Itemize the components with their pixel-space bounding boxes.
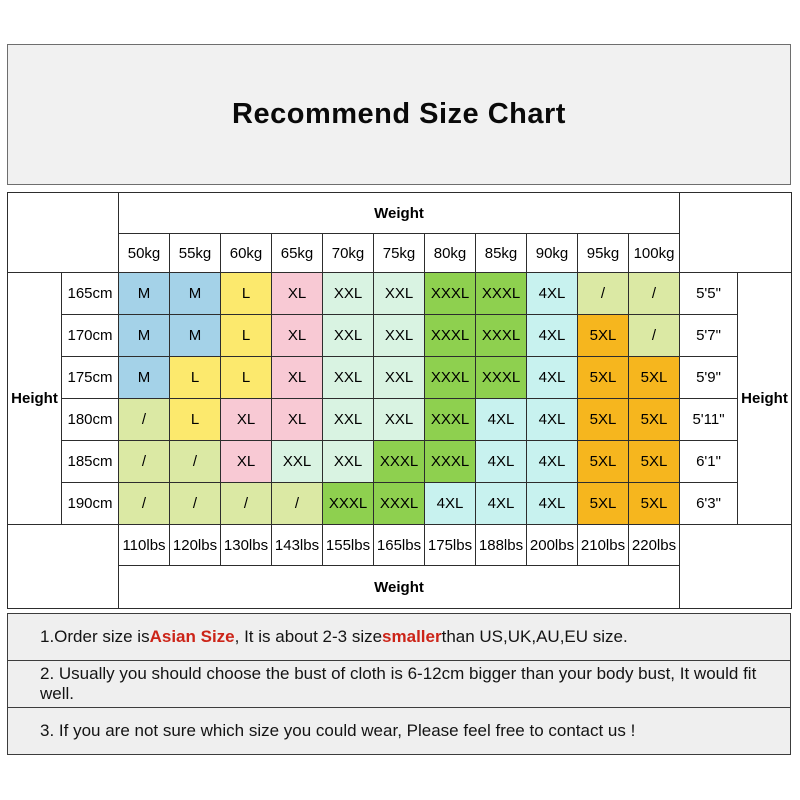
size-cell: XL <box>272 399 323 441</box>
size-cell: XXL <box>374 399 425 441</box>
size-cell: XXL <box>374 357 425 399</box>
size-cell: 4XL <box>527 273 578 315</box>
weight-lbs-header: 155lbs <box>323 525 374 566</box>
size-cell: XXXL <box>476 273 527 315</box>
size-cell: 5XL <box>629 399 680 441</box>
size-cell: / <box>578 273 629 315</box>
height-axis-left-label: Height <box>8 273 62 525</box>
weight-lbs-header: 210lbs <box>578 525 629 566</box>
size-row <box>8 315 792 357</box>
weight-lbs-header: 165lbs <box>374 525 425 566</box>
size-cell: / <box>221 483 272 525</box>
size-cell: XXL <box>323 399 374 441</box>
size-row <box>8 273 792 315</box>
weight-axis-bottom-label: Weight <box>119 566 680 609</box>
height-ft-header: 6'3" <box>680 483 738 525</box>
height-ft-header: 5'7" <box>680 315 738 357</box>
weight-lbs-header: 175lbs <box>425 525 476 566</box>
size-cell: 4XL <box>476 483 527 525</box>
size-cell: XL <box>221 399 272 441</box>
size-cell: / <box>119 441 170 483</box>
size-cell: XXL <box>323 315 374 357</box>
title-box <box>7 44 791 185</box>
size-cell: M <box>170 273 221 315</box>
size-cell: L <box>221 273 272 315</box>
size-cell: / <box>629 315 680 357</box>
size-cell: 4XL <box>527 399 578 441</box>
weight-lbs-header: 220lbs <box>629 525 680 566</box>
height-cm-header: 175cm <box>62 357 119 399</box>
height-ft-header: 5'9" <box>680 357 738 399</box>
size-cell: XXXL <box>476 315 527 357</box>
weight-kg-header: 55kg <box>170 234 221 273</box>
note-text: 3. If you are not sure which size you could wear, Please feel free to contact us ! <box>40 721 636 740</box>
weight-lbs-row <box>8 525 792 566</box>
size-cell: M <box>119 357 170 399</box>
corner-top-left <box>8 193 119 273</box>
note-2 <box>7 660 791 708</box>
corner-bottom-left <box>8 525 119 609</box>
size-row <box>8 483 792 525</box>
weight-kg-header: 95kg <box>578 234 629 273</box>
size-cell: M <box>119 273 170 315</box>
height-ft-header: 6'1" <box>680 441 738 483</box>
weight-kg-header: 85kg <box>476 234 527 273</box>
size-cell: XL <box>272 315 323 357</box>
size-cell: M <box>170 315 221 357</box>
size-cell: XXL <box>323 441 374 483</box>
size-row <box>8 357 792 399</box>
size-cell: XXL <box>323 357 374 399</box>
weight-axis-top-label: Weight <box>119 193 680 234</box>
size-cell: / <box>170 441 221 483</box>
size-cell: XL <box>272 357 323 399</box>
size-cell: XXXL <box>323 483 374 525</box>
weight-axis-top-row <box>8 193 792 234</box>
weight-lbs-header: 110lbs <box>119 525 170 566</box>
size-cell: XXXL <box>425 399 476 441</box>
size-cell: XXL <box>374 315 425 357</box>
size-cell: 5XL <box>578 357 629 399</box>
size-cell: XXL <box>374 273 425 315</box>
size-cell: 5XL <box>578 483 629 525</box>
weight-kg-header: 80kg <box>425 234 476 273</box>
size-cell: XL <box>221 441 272 483</box>
size-cell: XXXL <box>425 357 476 399</box>
height-axis-right-label: Height <box>738 273 792 525</box>
height-cm-header: 185cm <box>62 441 119 483</box>
size-cell: 4XL <box>476 399 527 441</box>
size-cell: 4XL <box>476 441 527 483</box>
size-cell: 5XL <box>629 441 680 483</box>
height-cm-header: 180cm <box>62 399 119 441</box>
size-cell: L <box>221 315 272 357</box>
weight-lbs-header: 143lbs <box>272 525 323 566</box>
size-cell: XXXL <box>374 483 425 525</box>
weight-kg-header: 90kg <box>527 234 578 273</box>
size-cell: 5XL <box>629 483 680 525</box>
weight-lbs-header: 200lbs <box>527 525 578 566</box>
weight-lbs-header: 188lbs <box>476 525 527 566</box>
height-cm-header: 170cm <box>62 315 119 357</box>
size-cell: 5XL <box>629 357 680 399</box>
size-cell: XXXL <box>425 315 476 357</box>
note-text: 2. Usually you should choose the bust of cloth is 6-12cm bigger than your body bust, It would fit well. <box>40 664 757 703</box>
size-cell: L <box>170 357 221 399</box>
page-title: Recommend Size Chart <box>232 98 566 130</box>
weight-kg-header: 60kg <box>221 234 272 273</box>
size-cell: XXXL <box>425 441 476 483</box>
height-cm-header: 165cm <box>62 273 119 315</box>
size-cell: / <box>119 483 170 525</box>
weight-lbs-header: 130lbs <box>221 525 272 566</box>
corner-bottom-right <box>680 525 792 609</box>
weight-kg-header: 50kg <box>119 234 170 273</box>
note-text: , It is about 2-3 size <box>234 627 383 646</box>
size-cell: 4XL <box>527 315 578 357</box>
size-cell: XXXL <box>425 273 476 315</box>
size-cell: / <box>170 483 221 525</box>
size-cell: 4XL <box>527 357 578 399</box>
size-cell: L <box>170 399 221 441</box>
size-cell: 4XL <box>527 483 578 525</box>
height-cm-header: 190cm <box>62 483 119 525</box>
size-cell: L <box>221 357 272 399</box>
size-cell: 5XL <box>578 315 629 357</box>
weight-kg-row <box>8 234 792 273</box>
note-3 <box>7 707 791 755</box>
weight-kg-header: 100kg <box>629 234 680 273</box>
size-cell: 5XL <box>578 399 629 441</box>
weight-lbs-header: 120lbs <box>170 525 221 566</box>
weight-kg-header: 75kg <box>374 234 425 273</box>
weight-kg-header: 70kg <box>323 234 374 273</box>
size-cell: XXXL <box>374 441 425 483</box>
notes-section <box>7 613 791 755</box>
weight-axis-bottom-row <box>8 566 792 609</box>
height-ft-header: 5'11" <box>680 399 738 441</box>
note-highlight-text: Asian Size <box>149 627 235 646</box>
size-cell: / <box>629 273 680 315</box>
note-highlight-text: smaller <box>382 627 442 646</box>
size-cell: XXL <box>323 273 374 315</box>
size-cell: M <box>119 315 170 357</box>
size-cell: / <box>272 483 323 525</box>
note-text: than US,UK,AU,EU size. <box>441 627 628 646</box>
size-cell: / <box>119 399 170 441</box>
corner-top-right <box>680 193 792 273</box>
note-text: 1.Order size is <box>40 627 150 646</box>
size-cell: 4XL <box>527 441 578 483</box>
size-cell: XXXL <box>476 357 527 399</box>
size-cell: 4XL <box>425 483 476 525</box>
weight-kg-header: 65kg <box>272 234 323 273</box>
size-cell: 5XL <box>578 441 629 483</box>
size-chart-table <box>7 192 792 609</box>
note-1 <box>7 613 791 661</box>
height-ft-header: 5'5" <box>680 273 738 315</box>
size-row <box>8 399 792 441</box>
size-row <box>8 441 792 483</box>
size-cell: XXL <box>272 441 323 483</box>
size-cell: XL <box>272 273 323 315</box>
